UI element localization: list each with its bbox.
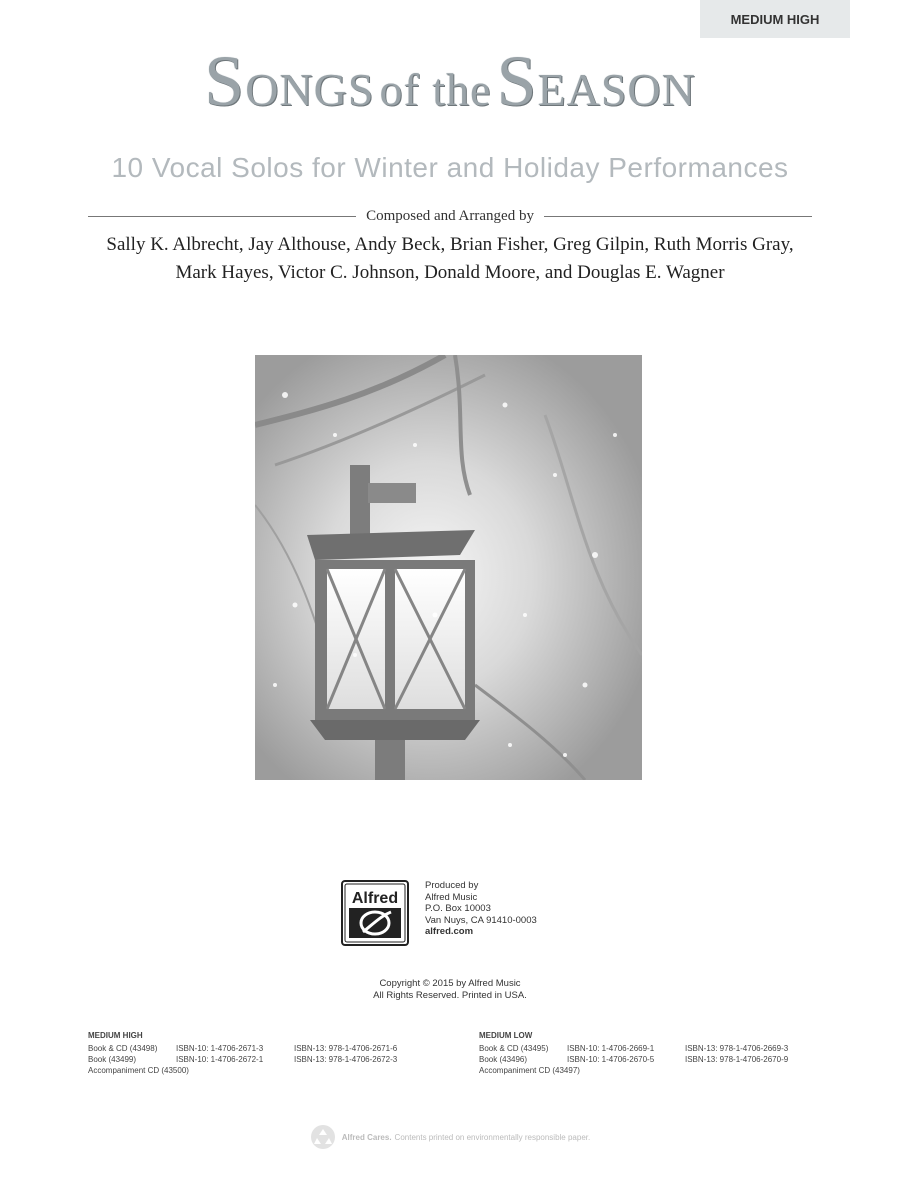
logo-text: Alfred <box>351 890 399 907</box>
alfred-cares-line <box>0 1124 900 1150</box>
producer-line-1: Produced by <box>425 880 479 891</box>
producer-line-2: Alfred Music <box>425 891 478 903</box>
edition-isbn10: ISBN-10: 1-4706-2672-1 <box>176 1055 264 1064</box>
edition-isbn10: ISBN-10: 1-4706-2669-1 <box>567 1044 655 1053</box>
book-subtitle: 10 Vocal Solos for Winter and Holiday Performances <box>111 152 789 183</box>
title-initial-1: S <box>204 41 246 121</box>
copyright-line-1: Copyright © 2015 by Alfred Music <box>379 978 521 989</box>
producer-info <box>425 880 537 938</box>
edition-isbn10: ISBN-10: 1-4706-2671-3 <box>176 1044 264 1053</box>
edition-cd: Accompaniment CD (43500) <box>88 1066 189 1075</box>
producer-line-4: Van Nuys, CA 91410-0003 <box>425 914 537 926</box>
edition-block-medium-low <box>479 1030 805 1076</box>
producer-website: alfred.com <box>425 926 474 937</box>
edition-isbn13: ISBN-13: 978-1-4706-2671-6 <box>294 1044 398 1053</box>
edition-item: Book (43499) <box>88 1055 137 1064</box>
edition-item: Book & CD (43495) <box>479 1044 549 1053</box>
composer-line-2: Mark Hayes, Victor C. Johnson, Donald Moore, and Douglas E. Wagner <box>175 262 725 283</box>
composer-line-1: Sally K. Albrecht, Jay Althouse, Andy Beck, Brian Fisher, Greg Gilpin, Ruth Morris Gray, <box>106 234 794 255</box>
edition-block-medium-high <box>88 1030 414 1076</box>
recycle-icon <box>310 1124 336 1150</box>
cares-brand: Alfred Cares. <box>341 1132 392 1142</box>
copyright-notice <box>0 978 900 1001</box>
edition-isbn13: ISBN-13: 978-1-4706-2672-3 <box>294 1055 398 1064</box>
divider-left <box>88 216 356 217</box>
edition-isbn13: ISBN-13: 978-1-4706-2669-3 <box>685 1044 789 1053</box>
title-joiner: of the <box>379 64 492 115</box>
cares-text: Contents printed on environmentally responsible paper. <box>394 1132 591 1142</box>
divider-right <box>544 216 812 217</box>
producer-line-3: P.O. Box 10003 <box>425 903 491 914</box>
composed-label: Composed and Arranged by <box>366 208 534 224</box>
edition-row <box>88 1054 414 1065</box>
title-word-1-rest: ONGS <box>245 64 375 115</box>
voice-range-tab: MEDIUM HIGH <box>700 0 850 38</box>
title-initial-2: S <box>496 41 538 121</box>
edition-isbn13: ISBN-13: 978-1-4706-2670-9 <box>685 1055 789 1064</box>
title-word-2-rest: EASON <box>537 64 696 115</box>
edition-item: Book & CD (43498) <box>88 1044 158 1053</box>
composed-by-row <box>88 208 812 225</box>
edition-row <box>88 1043 414 1054</box>
edition-item: Book (43496) <box>479 1055 528 1064</box>
lantern-snow-image <box>255 355 642 780</box>
book-title <box>0 40 900 123</box>
edition-heading: MEDIUM LOW <box>479 1031 533 1040</box>
copyright-line-2: All Rights Reserved. Printed in USA. <box>373 989 527 1001</box>
edition-row <box>479 1054 805 1065</box>
edition-cd: Accompaniment CD (43497) <box>479 1066 580 1075</box>
composer-list <box>40 231 860 287</box>
alfred-logo <box>341 880 409 946</box>
edition-isbn10: ISBN-10: 1-4706-2670-5 <box>567 1055 655 1064</box>
edition-heading: MEDIUM HIGH <box>88 1031 143 1040</box>
edition-row <box>479 1043 805 1054</box>
